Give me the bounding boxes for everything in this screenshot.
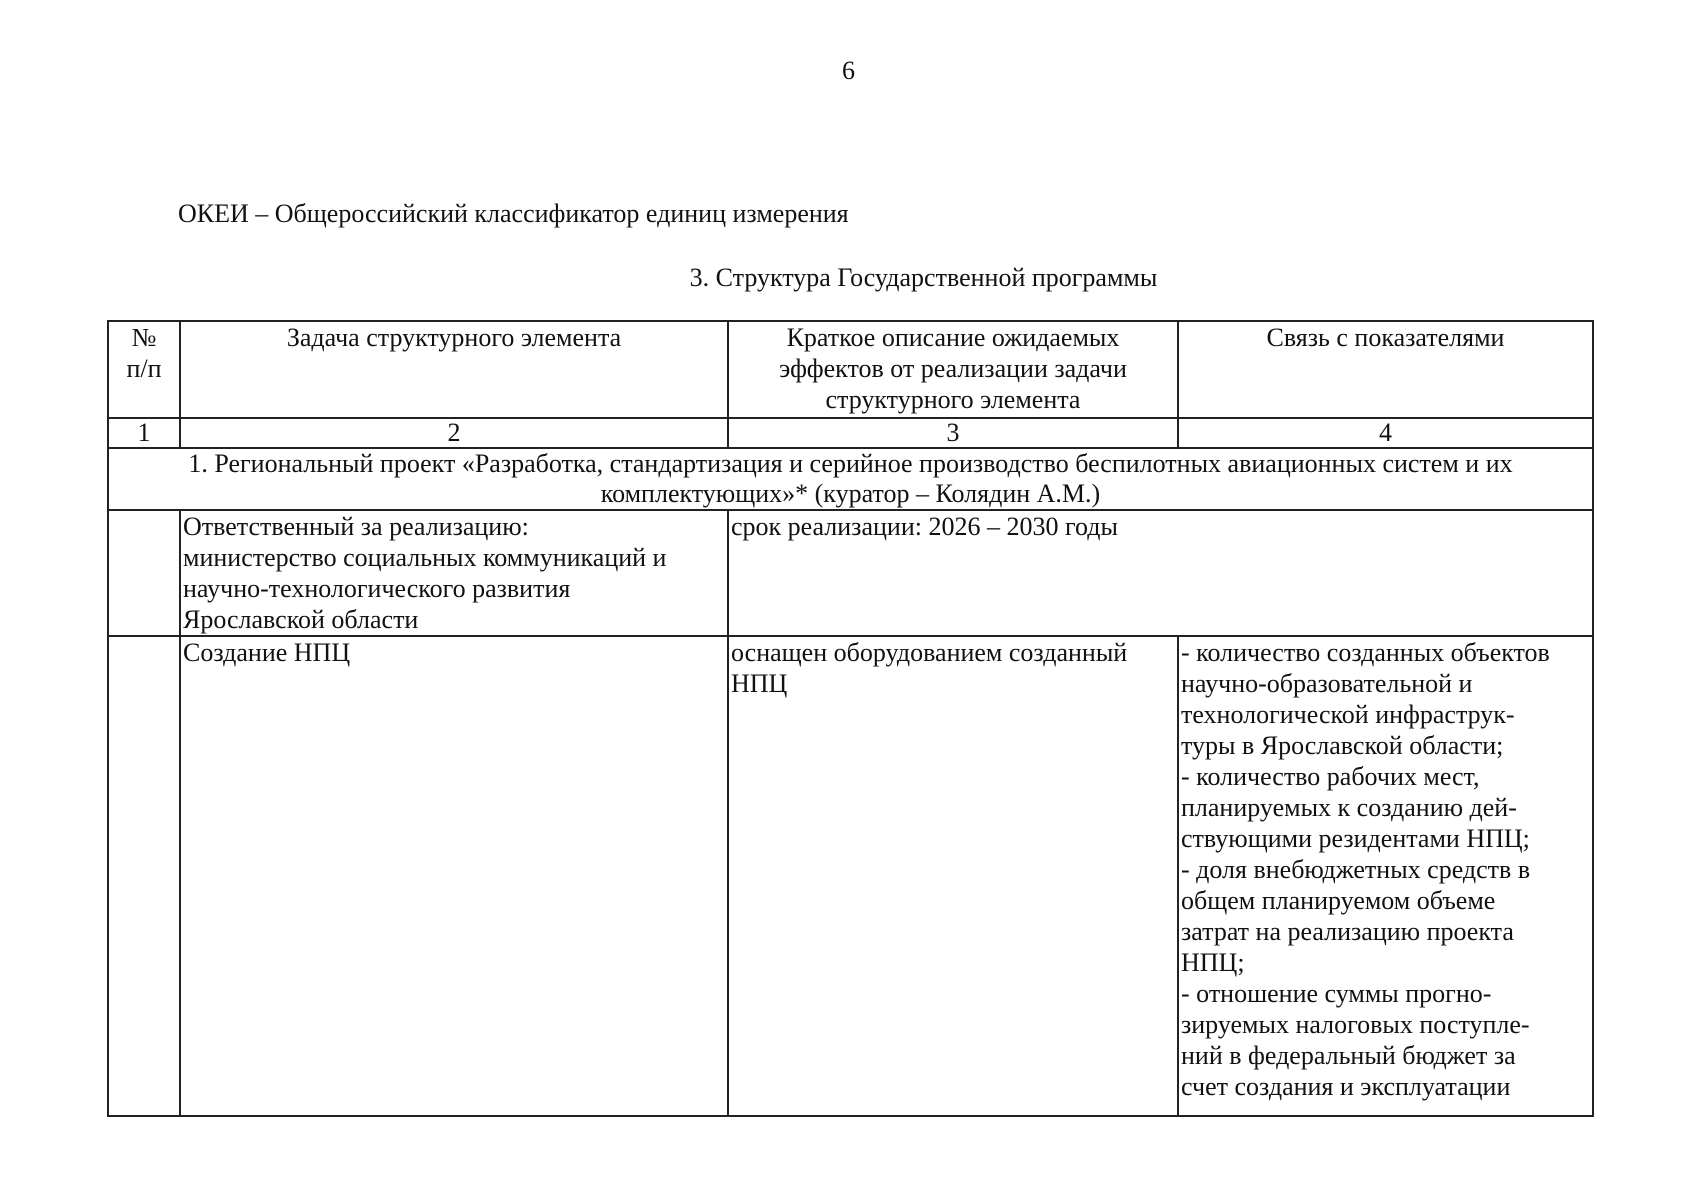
column-number-2: 2 [180,418,728,448]
task-effects: оснащен оборудованием созданный НПЦ [728,636,1178,1116]
okei-footnote: ОКЕИ – Общероссийский классификатор единиц измерения [178,199,849,228]
implementation-term: срок реализации: 2026 – 2030 годы [728,510,1593,636]
responsible-row [108,510,1593,636]
header-indicators: Связь с показателями [1178,321,1593,418]
task-row [108,636,1593,1116]
task-row-number [108,636,180,1116]
column-number-4: 4 [1178,418,1593,448]
header-effects: Краткое описание ожидаемых эффектов от реализации задачи структурного элемента [728,321,1178,418]
header-task: Задача структурного элемента [180,321,728,418]
column-numbers-row [108,418,1593,448]
structure-table [107,320,1594,1117]
column-number-3: 3 [728,418,1178,448]
section-title: 3. Структура Государственной программы [689,263,1158,292]
project-title: 1. Региональный проект «Разработка, стандартизация и серийное производство беспилотных авиационных систем и их комплектующих»* (куратор – Колядин А.М.) [108,448,1593,510]
responsible-body: Ответственный за реализацию: министерство социальных коммуникаций и научно-технологического развития Ярославской области [180,510,728,636]
structure-table-container [107,320,1592,1117]
table-header-row [108,321,1593,418]
column-number-1: 1 [108,418,180,448]
task-indicators: - количество созданных объектов научно-образовательной и технологической инфраструк- туры в Ярославской области; - количество рабочих мест, планируемых к созданию дей- ствующими резидентами НПЦ; - доля внебюджетных средств в общем планируемом объеме затрат на реализацию проекта НПЦ; - отношение суммы прогно- зируемых налоговых поступле- ний в федеральный бюджет за счет создания и эксплуатации [1178,636,1593,1116]
page-number: 6 [842,56,855,85]
header-number: № п/п [108,321,180,418]
task-name: Создание НПЦ [180,636,728,1116]
responsible-row-number [108,510,180,636]
project-row [108,448,1593,510]
